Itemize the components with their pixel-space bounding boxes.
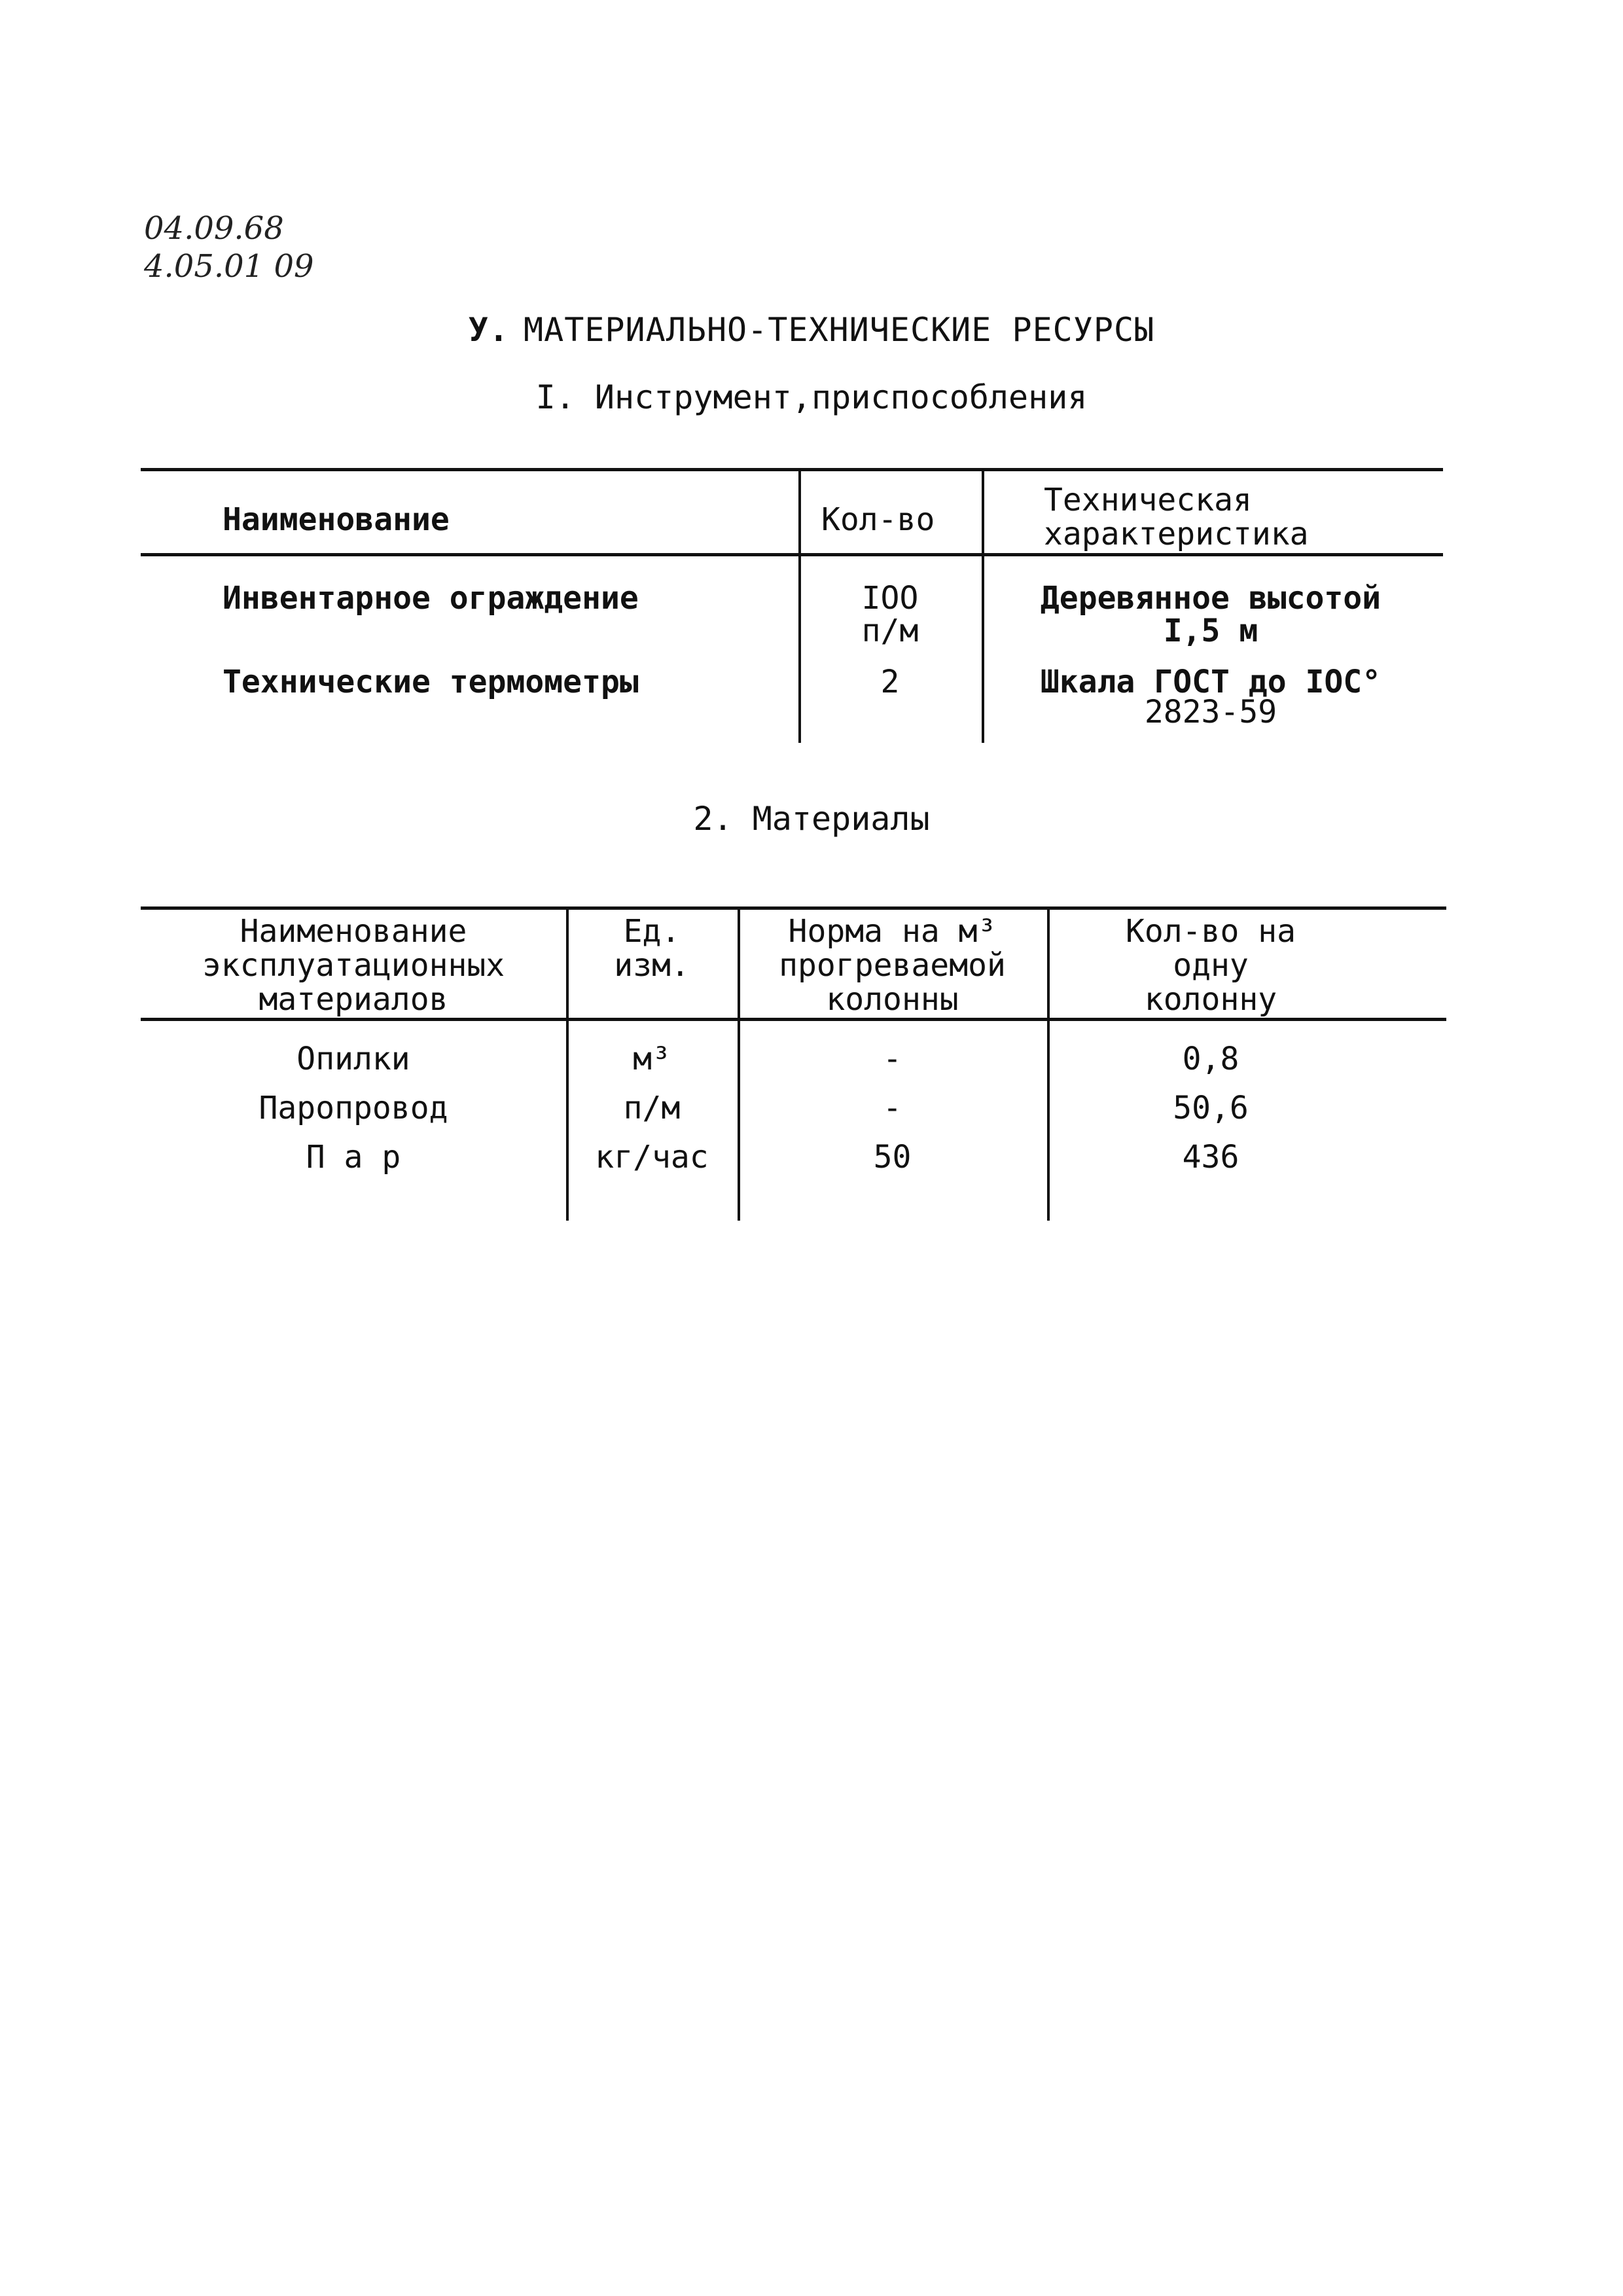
table-row-qty: 0,8 [1182, 1041, 1240, 1077]
handwritten-note [144, 209, 314, 285]
header-unit-line2: изм. [614, 947, 690, 984]
table-row-norm: - [883, 1041, 902, 1077]
materials-table-title: 2. Материалы [693, 800, 930, 838]
header-name-line1: Наименование [240, 913, 467, 950]
header-qty: Кол-во [821, 501, 935, 538]
table-row-norm: 50 [873, 1139, 912, 1175]
header-unit-line1: Ед. [623, 913, 681, 950]
table-row-qty-unit: п/м [861, 613, 919, 649]
table-row-unit: кг/час [595, 1139, 709, 1175]
tools-table-title: I. Инструмент,приспособления [535, 378, 1088, 416]
table-top-rule [141, 906, 1446, 910]
section-numeral: У. [468, 311, 510, 349]
table-row-spec-line2: 2823-59 [1144, 694, 1277, 730]
table-row-name: Технические термометры [223, 664, 639, 700]
header-name-line2: эксплуатационных [202, 947, 505, 984]
header-norm-line2: прогреваемой [779, 947, 1006, 984]
table-row-spec-line2: I,5 м [1163, 613, 1258, 649]
header-name: Наименование [223, 501, 450, 538]
table-row-unit: м³ [633, 1041, 671, 1077]
table-header-rule [141, 1018, 1446, 1021]
table-row-qty: 50,6 [1173, 1090, 1249, 1126]
header-name-line3: материалов [259, 981, 448, 1018]
table-row-name: Опилки [296, 1041, 410, 1077]
table-row-qty: 436 [1182, 1139, 1240, 1175]
table-header-rule [141, 553, 1443, 556]
section-title [0, 311, 1623, 349]
materials-table [141, 906, 1446, 1221]
table-row-spec: Деревянное высотой [1040, 580, 1382, 617]
section-title-text: МАТЕРИАЛЬНО-ТЕХНИЧЕСКИЕ РЕСУРСЫ [524, 311, 1155, 349]
table-row-name: Инвентарное ограждение [223, 580, 639, 617]
header-qty-line1: Кол-во на [1125, 913, 1296, 950]
table-row-spec: Шкала ГОСТ до IOC° [1040, 664, 1382, 700]
tools-table [141, 468, 1443, 743]
header-norm-line1: Норма на м³ [788, 913, 997, 950]
handwritten-date: 04.09.68 [144, 210, 284, 247]
header-norm-line3: колонны [826, 981, 959, 1018]
header-qty-line2: одну [1173, 947, 1249, 984]
table-row-name: Паропровод [259, 1090, 448, 1126]
header-spec-line2: характеристика [1044, 516, 1309, 552]
table-row-unit: п/м [623, 1090, 681, 1126]
table-row-name: П а р [306, 1139, 401, 1175]
header-qty-line3: колонну [1144, 981, 1277, 1018]
handwritten-code: 4.05.01 09 [144, 248, 314, 285]
header-spec-line1: Техническая [1044, 482, 1252, 518]
table-row-norm: - [883, 1090, 902, 1126]
table-row-qty: 2 [880, 664, 900, 700]
table-top-rule [141, 468, 1443, 471]
table-row-qty: IOO [861, 580, 919, 617]
